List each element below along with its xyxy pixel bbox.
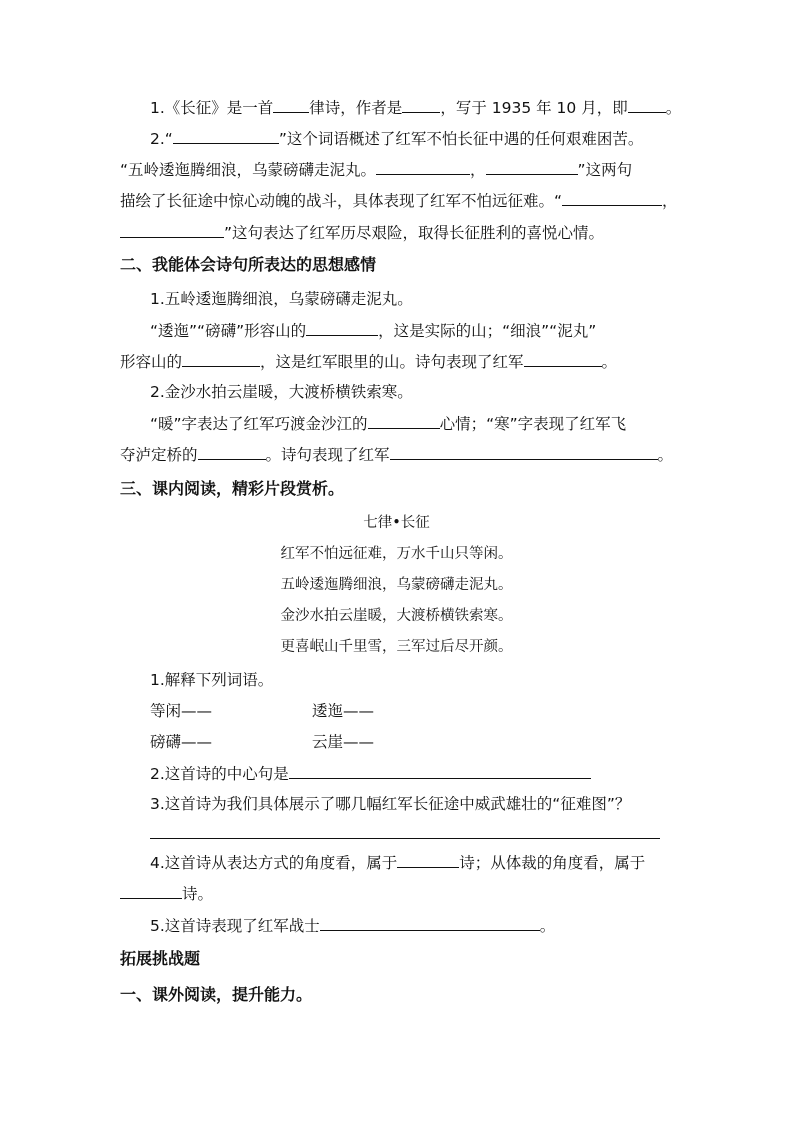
extension-heading: 一、课外阅读，提升能力。 bbox=[120, 985, 313, 1004]
q1-2-line2: “五岭逶迤腾细浪，乌蒙磅礴走泥丸。 ， ”这两句 bbox=[120, 158, 793, 181]
blank[interactable] bbox=[306, 319, 378, 336]
blank[interactable] bbox=[289, 762, 591, 779]
s3-q4-a: 4.这首诗从表达方式的角度看，属于 诗；从体裁的角度看，属于 bbox=[150, 851, 793, 874]
poem-line: 红军不怕远征难，万水千山只等闲。 bbox=[280, 546, 513, 562]
s3-q1: 1.解释下列词语。 bbox=[150, 671, 274, 689]
blank[interactable] bbox=[320, 914, 540, 931]
s2-q1-a: “逶迤”“磅礴”形容山的 ，这是实际的山；“细浪”“泥丸” bbox=[150, 319, 793, 342]
extension-title: 拓展挑战题 bbox=[120, 949, 201, 968]
s3-q4-b: 诗。 bbox=[120, 882, 793, 905]
blank[interactable] bbox=[182, 350, 260, 367]
s2-q2-a: “暖”字表达了红军巧渡金沙江的 心情；“寒”字表现了红军飞 bbox=[150, 412, 793, 435]
blank[interactable] bbox=[402, 96, 440, 113]
s3-q5: 5.这首诗表现了红军战士 。 bbox=[150, 914, 793, 937]
section3-heading: 三、课内阅读，精彩片段赏析。 bbox=[120, 479, 345, 498]
term-yunya: 云崖—— bbox=[312, 733, 375, 751]
poem-line: 五岭逶迤腾细浪，乌蒙磅礴走泥丸。 bbox=[280, 577, 513, 593]
blank[interactable] bbox=[120, 882, 182, 899]
s2-q2-line: 2.金沙水拍云崖暖，大渡桥横铁索寒。 bbox=[150, 383, 413, 401]
blank[interactable] bbox=[562, 189, 662, 206]
s3-q2: 2.这首诗的中心句是 bbox=[150, 762, 793, 785]
blank[interactable] bbox=[173, 127, 279, 144]
term-weiyi: 逶迤—— bbox=[312, 702, 375, 720]
blank[interactable] bbox=[397, 851, 459, 868]
poem-title: 七律•长征 bbox=[363, 515, 430, 531]
blank[interactable] bbox=[524, 350, 602, 367]
s2-q2-b: 夺泸定桥的 。诗句表现了红军 。 bbox=[120, 443, 793, 466]
poem-line: 金沙水拍云崖暖，大渡桥横铁索寒。 bbox=[280, 608, 513, 624]
s2-q1-b: 形容山的 ，这是红军眼里的山。诗句表现了红军 。 bbox=[120, 350, 793, 373]
q1-2-line4: ”这句表达了红军历尽艰险，取得长征胜利的喜悦心情。 bbox=[120, 221, 793, 244]
blank[interactable] bbox=[390, 443, 658, 460]
blank[interactable] bbox=[486, 158, 578, 175]
poem-line: 更喜岷山千里雪，三军过后尽开颜。 bbox=[280, 639, 513, 655]
blank[interactable] bbox=[273, 96, 309, 113]
blank[interactable] bbox=[368, 412, 440, 429]
term-pangbo: 磅礴—— bbox=[150, 733, 213, 751]
section2-heading: 二、我能体会诗句所表达的思想感情 bbox=[120, 255, 377, 274]
q1-1: 1.《长征》是一首 律诗，作者是 ，写于 1935 年 10 月，即 。 bbox=[150, 96, 793, 119]
s3-q3: 3.这首诗为我们具体展示了哪几幅红军长征途中威武雄壮的“征难图”？ bbox=[150, 795, 631, 813]
blank[interactable] bbox=[120, 221, 224, 238]
answer-line[interactable] bbox=[150, 838, 660, 839]
q1-2-line1: 2.“ ”这个词语概述了红军不怕长征中遇的任何艰难困苦。 bbox=[150, 127, 793, 150]
blank[interactable] bbox=[376, 158, 470, 175]
term-dengxian: 等闲—— bbox=[150, 702, 213, 720]
q1-2-line3: 描绘了长征途中惊心动魄的战斗，具体表现了红军不怕远征难。“ ， bbox=[120, 189, 793, 212]
blank[interactable] bbox=[628, 96, 666, 113]
blank[interactable] bbox=[198, 443, 266, 460]
s2-q1-line: 1.五岭逶迤腾细浪，乌蒙磅礴走泥丸。 bbox=[150, 290, 413, 308]
